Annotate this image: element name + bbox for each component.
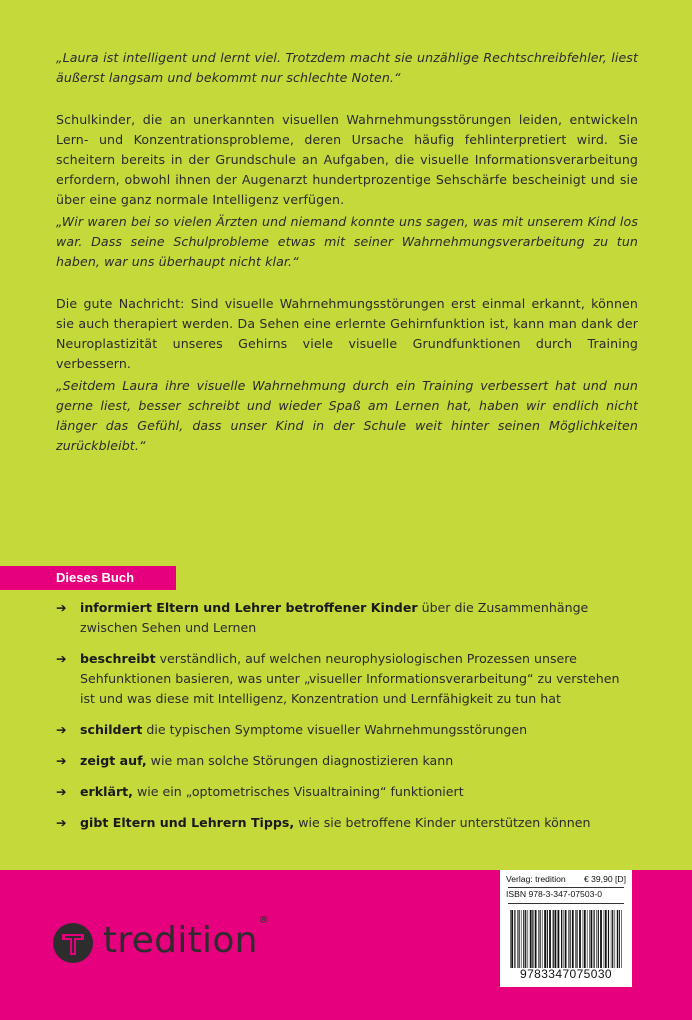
divider: [508, 903, 624, 904]
quote-1: „Laura ist intelligent und lernt viel. Trotzdem macht sie unzählige Rechtschreibfehler, liest äußerst langsam und bekommt nur schlechte Noten.“: [56, 50, 638, 85]
barcode-bar: [611, 910, 612, 968]
barcode-bar: [565, 910, 567, 968]
list-item: [56, 751, 636, 771]
trademark-symbol: ®: [258, 915, 270, 926]
barcode-icon: [510, 910, 622, 968]
barcode-bar: [510, 910, 511, 968]
barcode-bar: [572, 910, 574, 968]
barcode-bar: [561, 910, 562, 968]
ean-number: 9783347075030: [520, 967, 612, 981]
barcode-bar: [594, 910, 595, 968]
barcode-bar: [517, 910, 518, 968]
barcode-bar: [583, 910, 584, 968]
barcode-bar: [596, 910, 597, 968]
barcode-bar: [598, 910, 599, 968]
arrow-right-icon: ➔: [56, 753, 67, 768]
arrow-right-icon: ➔: [56, 815, 67, 830]
barcode-bar: [570, 910, 571, 968]
paragraph-1: Schulkinder, die an unerkannten visuellen Wahrnehmungsstörungen leiden, entwickeln Lern- und Konzentrationsprobleme, deren Ursache häufig fehlinterpretiert wird. Sie scheitern bereits in der Grundschule an Aufgaben, die visuelle Informationsverarbeitung erfordern, obwohl ihnen der Augenarzt hundertprozentige Sehschärfe bescheinigt und sie über eine ganz normale Intelligenz verfügen.: [56, 112, 638, 207]
barcode-bar: [608, 910, 609, 968]
list-item: [56, 720, 636, 740]
barcode-bar: [591, 910, 593, 968]
publisher-label: Verlag: tredition: [506, 874, 566, 884]
arrow-right-icon: ➔: [56, 784, 67, 799]
barcode-bar: [540, 910, 541, 968]
barcode-bar: [525, 910, 526, 968]
barcode-box: [500, 870, 632, 987]
barcode-bar: [587, 910, 588, 968]
bullet-bold: beschreibt: [80, 651, 156, 666]
barcode-bar: [544, 910, 546, 968]
barcode-bar: [511, 910, 513, 968]
barcode-bar: [604, 910, 605, 968]
bullet-bold: schildert: [80, 722, 143, 737]
barcode-bar: [612, 910, 613, 968]
list-item: [56, 598, 636, 638]
barcode-bar: [617, 910, 618, 968]
barcode-bar: [600, 910, 602, 968]
bullet-text: über die Zusammenhänge zwischen Sehen und Lernen: [80, 600, 589, 635]
barcode-bar: [521, 910, 522, 968]
barcode-bar: [535, 910, 537, 968]
barcode-bar: [575, 910, 576, 968]
barcode-bar: [538, 910, 539, 968]
bullet-bold: informiert Eltern und Lehrer betroffener Kinder: [80, 600, 418, 615]
bullet-text: wie man solche Störungen diagnostizieren kann: [146, 753, 454, 768]
barcode-bar: [568, 910, 569, 968]
barcode-bar: [528, 910, 529, 968]
bullet-text: die typischen Symptome visueller Wahrnehmungsstörungen: [142, 722, 528, 737]
barcode-bar: [549, 910, 551, 968]
list-item: [56, 813, 636, 833]
barcode-bar: [558, 910, 560, 968]
quote-3: „Seitdem Laura ihre visuelle Wahrnehmung durch ein Training verbessert hat und nun gerne liest, besser schreibt und wieder Spaß am Lernen hat, haben wir endlich nicht länger das Gefühl, dass unser Kind in der Schule weit hinter seinen Möglichkeiten zurückbleibt.“: [56, 378, 638, 453]
barcode-bar: [530, 910, 532, 968]
bullet-bold: erklärt,: [80, 784, 133, 799]
barcode-bar: [563, 910, 564, 968]
barcode-bar: [589, 910, 590, 968]
bullet-text: verständlich, auf welchen neurophysiologischen Prozessen unsere Sehfunktionen basieren, was unter „visueller Informationsverarbeitung“ zu verstehen ist und was diese mit Intelligenz, Konzentration und Lernfähigkeit zu tun hat: [80, 651, 620, 706]
price: € 39,90 [D]: [583, 874, 626, 884]
barcode-bar: [584, 910, 586, 968]
barcode-bar: [553, 910, 554, 968]
barcode-bar: [547, 910, 548, 968]
barcode-bar: [514, 910, 515, 968]
arrow-right-icon: ➔: [56, 600, 67, 615]
bullet-bold: gibt Eltern und Lehrern Tipps,: [80, 815, 295, 830]
paragraph-2: Die gute Nachricht: Sind visuelle Wahrnehmungsstörungen erst einmal erkannt, können sie auch therapiert werden. Da Sehen eine erlernte Gehirnfunktion ist, kann man dank der Neuroplastizität unseres Gehirns viele visuelle Grundfunktionen durch Training verbessern.: [56, 296, 638, 371]
bullet-list: [56, 598, 636, 844]
barcode-bar: [615, 910, 616, 968]
bullet-text: wie sie betroffene Kinder unterstützen können: [294, 815, 591, 830]
quote-2: „Wir waren bei so vielen Ärzten und niemand konnte uns sagen, was mit unserem Kind los war. Dass seine Schulprobleme etwas mit seiner Wahrnehmungsverarbeitung zu tun haben, war uns überhaupt nicht klar.“: [56, 214, 638, 269]
bullet-bold: zeigt auf,: [80, 753, 147, 768]
publisher-logo: [53, 915, 270, 963]
barcode-bar: [523, 910, 524, 968]
barcode-bar: [555, 910, 557, 968]
barcode-bar: [519, 910, 520, 968]
barcode-bar: [532, 910, 533, 968]
tredition-logo-icon: [53, 923, 93, 963]
barcode-bar: [577, 910, 578, 968]
arrow-right-icon: ➔: [56, 651, 67, 666]
barcode-bar: [542, 910, 543, 968]
barcode-bar: [619, 910, 620, 968]
publisher-name: tredition: [103, 920, 258, 961]
barcode-bar: [621, 910, 622, 968]
bullet-text: wie ein „optometrisches Visualtraining“ funktioniert: [132, 784, 464, 799]
barcode-bar: [605, 910, 607, 968]
barcode-bar: [579, 910, 581, 968]
arrow-right-icon: ➔: [56, 722, 67, 737]
list-item: [56, 649, 636, 709]
list-item: [56, 782, 636, 802]
divider: [508, 887, 624, 888]
section-label: Dieses Buch: [0, 566, 176, 590]
isbn: ISBN 978-3-347-07503-0: [506, 889, 603, 899]
